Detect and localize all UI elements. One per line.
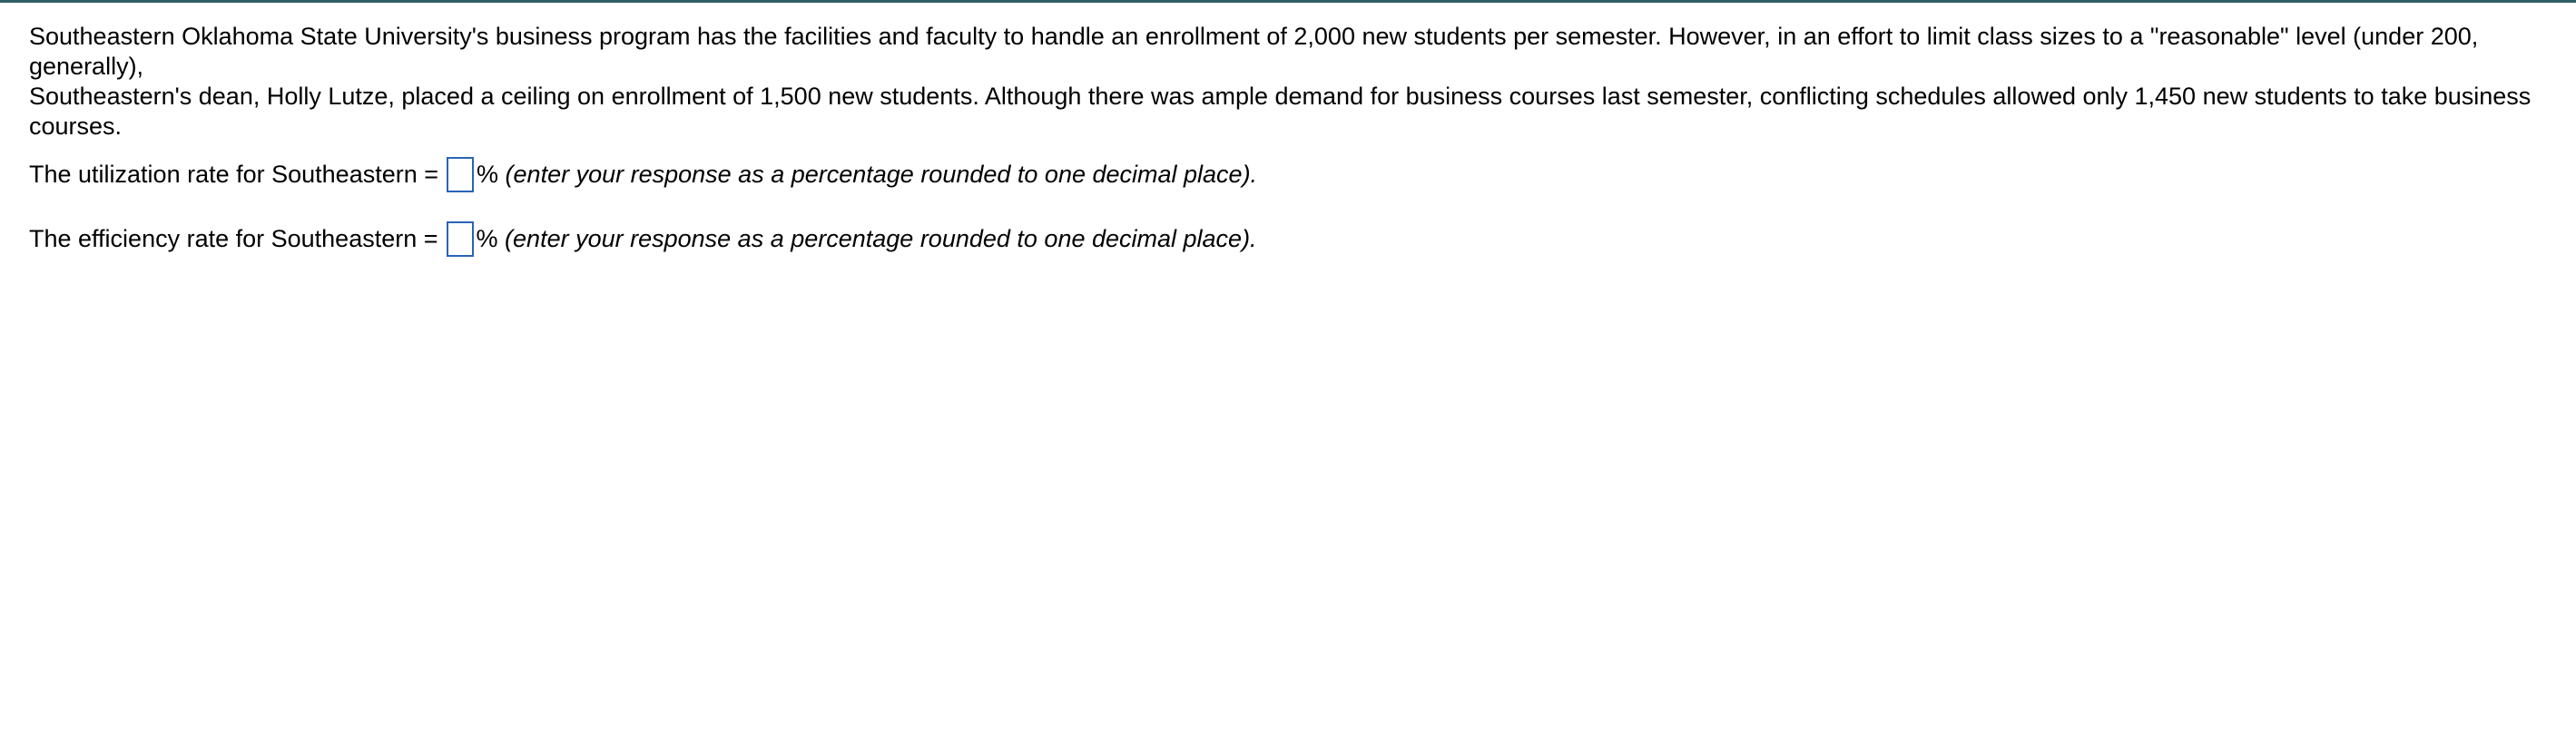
utilization-label: The utilization rate for Southeastern = — [29, 160, 439, 188]
utilization-percent-unit: % — [477, 160, 499, 188]
efficiency-label: The efficiency rate for Southeastern = — [29, 224, 438, 252]
problem-content — [29, 22, 2552, 258]
efficiency-instructions: (enter your response as a percentage rounded to one decimal place). — [505, 224, 1257, 252]
problem-statement: Southeastern Oklahoma State University's business program has the facilities and faculty to handle an enrollment of 2,000 new students per semester. However, in an effort to limit class sizes to a "reasonable" level (under 200, generally), Southeastern's dean, Holly Lutze, placed a ceiling on enrollment of 1,500 new students. Although there was ample demand for business courses last semester, conflicting schedules allowed only 1,450 new students to take business courses. — [29, 23, 2532, 140]
utilization-question — [29, 155, 2552, 193]
efficiency-rate-input[interactable] — [447, 221, 474, 257]
utilization-instructions: (enter your response as a percentage rounded to one decimal place). — [505, 160, 1258, 188]
efficiency-percent-unit: % — [476, 224, 498, 252]
top-divider — [0, 0, 2576, 3]
efficiency-question — [29, 220, 2552, 258]
utilization-rate-input[interactable] — [447, 157, 474, 192]
